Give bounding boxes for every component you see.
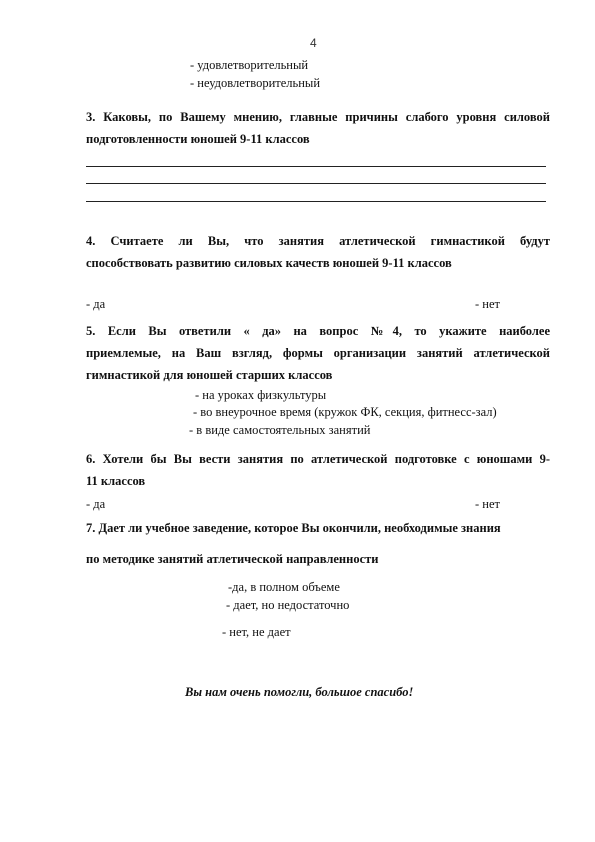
q5-option-extracurricular: - во внеурочное время (кружок ФК, секция, фитнесс-зал) <box>193 405 497 419</box>
q5-option-pe-lessons: - на уроках физкультуры <box>195 388 327 402</box>
thank-you-note: Вы нам очень помогли, большое спасибо! <box>185 685 414 699</box>
q6-answer-yes: - да <box>86 497 106 511</box>
question-7-line: по методике занятий атлетической направленности <box>86 552 379 566</box>
question-6-line: 6. Хотели бы Вы вести занятия по атлетической подготовке с юношами 9- <box>86 452 550 466</box>
question-5-line: приемлемые, на Ваш взгляд, формы организации занятий атлетической <box>86 346 550 360</box>
q7-option-insufficient: - дает, но недостаточно <box>226 598 350 612</box>
question-3 <box>86 106 550 150</box>
question-5 <box>86 320 550 386</box>
option-satisfactory: - удовлетворительный <box>190 58 309 72</box>
q4-answer-yes: - да <box>86 297 106 311</box>
q6-answer-no: - нет <box>475 497 500 511</box>
q5-option-independent: - в виде самостоятельных занятий <box>189 423 371 437</box>
question-6-line: 11 классов <box>86 474 146 488</box>
answer-line <box>86 183 546 184</box>
question-4 <box>86 230 550 274</box>
question-3-line: 3. Каковы, по Вашему мнению, главные причины слабого уровня силовой <box>86 110 550 124</box>
question-6 <box>86 448 550 492</box>
answer-line <box>86 166 546 167</box>
page-number: 4 <box>310 36 317 50</box>
question-5-line: 5. Если Вы ответили « да» на вопрос №4, то укажите наиболее <box>86 324 550 338</box>
question-5-line: гимнастикой для юношей старших классов <box>86 368 333 382</box>
q4-answer-no: - нет <box>475 297 500 311</box>
q7-option-full: -да, в полном объеме <box>228 580 340 594</box>
answer-line <box>86 201 546 202</box>
question-4-line: способствовать развитию силовых качеств юношей 9-11 классов <box>86 256 452 270</box>
question-3-line: подготовленности юношей 9-11 классов <box>86 132 310 146</box>
q7-option-no: - нет, не дает <box>222 625 291 639</box>
question-7-line: 7. Дает ли учебное заведение, которое Вы окончили, необходимые знания <box>86 521 501 535</box>
question-4-line: 4. Считаете ли Вы, что занятия атлетической гимнастикой будут <box>86 234 550 248</box>
option-unsatisfactory: - неудовлетворительный <box>190 76 321 90</box>
